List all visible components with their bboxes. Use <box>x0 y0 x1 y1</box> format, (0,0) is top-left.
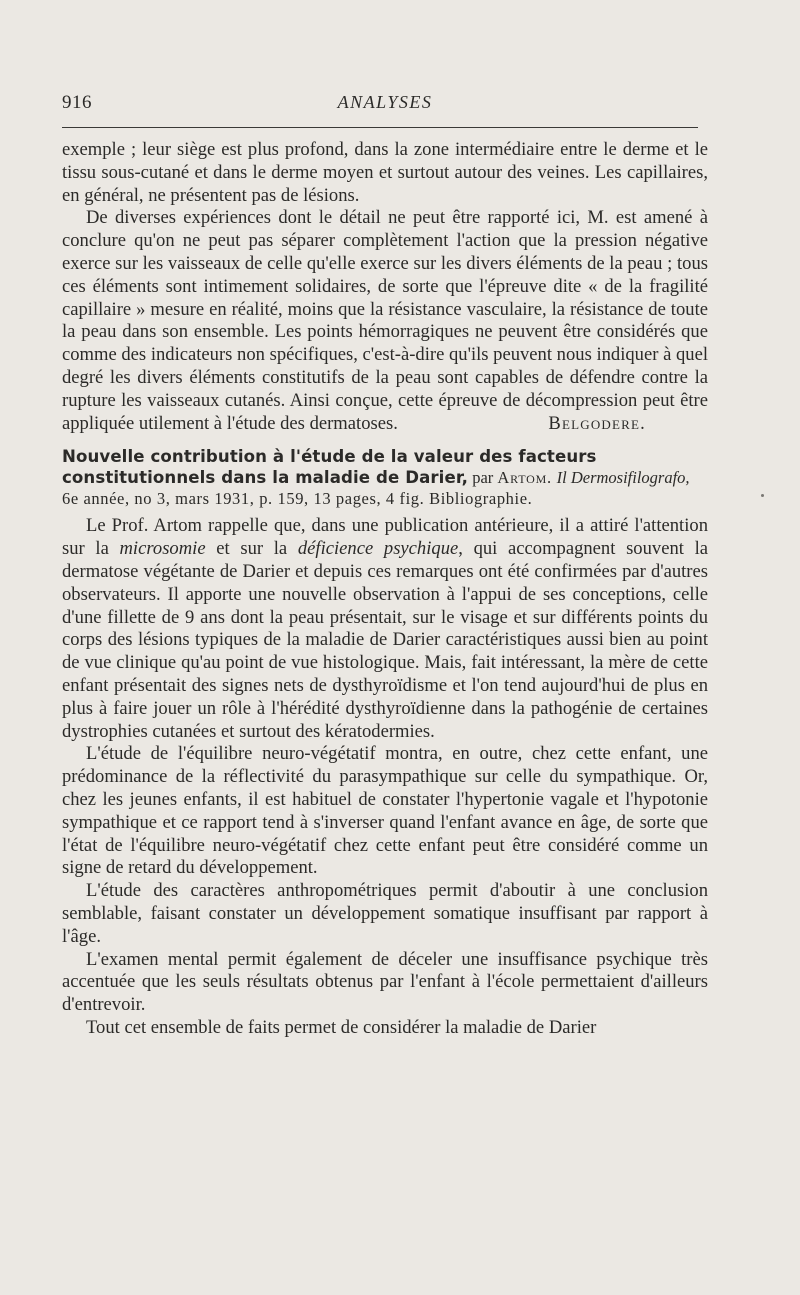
running-title: ANALYSES <box>337 92 433 112</box>
paragraph-anthropometrie: L'étude des caractères anthropométriques permit d'aboutir à une conclusion semblable, faisant constater un développement somatique insuffisant par rapport à l'âge. <box>62 880 708 947</box>
page-header <box>62 90 708 120</box>
paragraph-experiences <box>62 207 708 435</box>
paragraph-artom-observation <box>62 515 708 743</box>
emphasis-microsomie: microsomie <box>119 538 206 560</box>
paragraph-examen-mental: L'examen mental permit également de déceler une insuffisance psychique très accentuée que les seuls résultats obtenus par l'enfant à l'école permettaient d'ailleurs d'entrevoir. <box>62 948 708 1016</box>
paragraph-neuro-vegetatif: L'étude de l'équilibre neuro-végétatif montra, en outre, chez cette enfant, une prédominance de la réflectivité du parasympathique sur celle du sympathique. Or, chez les jeunes enfants, il est habituel de constater l'hypertonie vagale et l'hypotonie sympathique et ce rapport tend à s'inverser quand l'enfant avance en âge, de sorte que l'état de l'équilibre neuro-végétatif chez cette enfant peut être considéré comme un signe de retard du développement. <box>62 743 708 879</box>
byline-par: par <box>468 468 498 488</box>
paragraph-continuation: exemple ; leur siège est plus profond, dans la zone intermédiaire entre le derme et le tissu sous-cutané et dans le derme moyen et surtout autour des veines. Les capillaires, en général, ne présentent pas de lésions. <box>62 139 708 206</box>
text-segment: Le Prof. Artom rappelle que, dans une publication antérieure, il a attiré l'attention sur la <box>62 515 708 560</box>
page-number: 916 <box>62 92 92 113</box>
citation-details: 6e année, no 3, mars 1931, p. 159, 13 pages, 4 fig. Bibliographie. <box>62 489 533 509</box>
page-body <box>62 139 708 1040</box>
margin-mark <box>761 494 764 497</box>
signature-belgodere: Belgodere. <box>548 412 646 434</box>
article-author: Artom. <box>497 468 552 488</box>
paragraph-experiences-text: De diverses expériences dont le détail ne peut être rapporté ici, M. est amené à conclure qu'on ne peut pas séparer complètement l'action que la pression négative exerce sur les vaisseaux de celle qu'elle exerce sur les divers éléments de la peau ; tous ces éléments sont intimement solidaires, de sorte que l'épreuve dite « de la fragilité capillaire » mesure en réalité, moins que la résistance vasculaire, la résistance de toute la peau dans son ensemble. Les points hémorragiques ne peuvent être considérés que comme des indicateurs non spécifiques, c'est-à-dire qu'ils peuvent nous indiquer à quel degré les divers éléments constitutifs de la peau sont capables de défendre contre la rupture les vaisseaux cutanés. Ainsi conçue, cette épreuve de décompression peut être appliquée utilement à l'étude des dermatoses. <box>62 207 708 434</box>
article-title: Nouvelle contribution à l'étude de la valeur des facteurs constitutionnels dans la maladie de Darier, <box>62 447 597 488</box>
text-segment: , qui accompagnent souvent la dermatose végétante de Darier et depuis ces remarques ont été confirmées par d'autres observateurs. Il apporte une nouvelle observation à l'appui de ses conceptions, celle d'une fillette de 9 ans dont la peau présentait, sur le visage et sur différents points du corps des lésions typiques de la maladie de Darier caractéristiques aussi bien au point de vue clinique qu'au point de vue histologique. Mais, fait intéressant, la mère de cette enfant présentait des signes nets de dysthyroïdisme et l'on tend aujourd'hui de plus en plus à faire jouer un rôle à l'hérédité dysthyroïdienne dans la pathogénie de certaines dystrophies cutanées et surtout des kératodermies. <box>62 538 709 742</box>
article-heading <box>62 446 708 509</box>
header-rule <box>62 127 698 128</box>
paragraph-conclusion: Tout cet ensemble de faits permet de considérer la maladie de Darier <box>86 1016 597 1038</box>
journal-name: Il Dermosifilografo, <box>556 468 690 488</box>
text-segment: et sur la <box>205 538 298 560</box>
emphasis-deficience-psychique: déficience psychique <box>297 538 459 560</box>
